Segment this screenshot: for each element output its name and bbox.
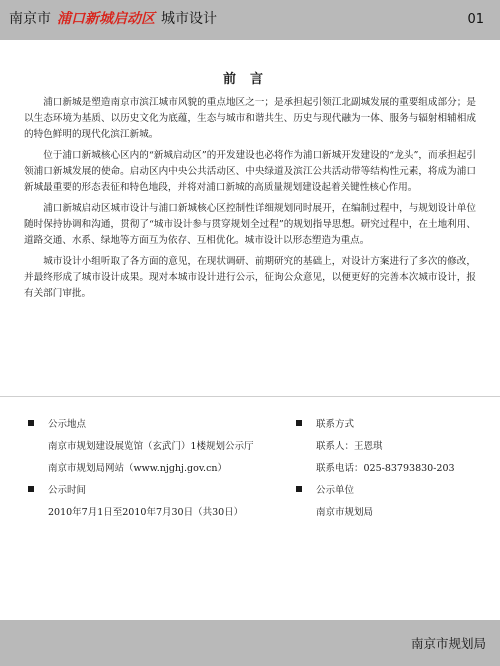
page-number: 01 [467,12,484,27]
square-bullet-icon [28,420,34,426]
info-value: 南京市规划局网站（www.njghj.gov.cn） [48,463,228,474]
preface-body [24,95,476,307]
section-divider [0,396,500,397]
page-footer [0,620,500,666]
info-item-location [28,414,254,436]
info-label: 公示地点 [48,419,87,430]
paragraph: 城市设计小组听取了各方面的意见，在现状调研、前期研究的基础上，对设计方案进行了多次的修改，并最终形成了城市设计成果。现对本城市设计进行公示，征询公众意见，以便更好的完善本次城市设计，报有关部门审批。 [24,256,476,299]
info-value: 南京市规划建设展览馆（玄武门）1楼规划公示厅 [48,441,254,452]
page-header [0,0,500,40]
info-item-time [28,480,254,502]
footer-organization: 南京市规划局 [410,636,486,651]
square-bullet-icon [28,486,34,492]
paragraph: 浦口新城是塑造南京市滨江城市风貌的重点地区之一；是承担起引领江北副城发展的重要组成部分；是以生态环境为基质、以历史文化为底蕴，生态与城市和谐共生、历史与现代融为一体、服务与辐射相辅相成的特色鲜明的现代化滨江新城。 [24,97,476,140]
info-label: 联系方式 [316,419,355,430]
info-label: 公示时间 [48,485,87,496]
info-value: 南京市规划局 [316,507,374,518]
info-value: 2010年7月1日至2010年7月30日（共30日） [48,507,244,518]
info-right-column [296,414,455,524]
info-label: 公示单位 [316,485,355,496]
header-title-prefix: 南京市 [9,11,51,27]
square-bullet-icon [296,420,302,426]
square-bullet-icon [296,486,302,492]
section-heading: 前言 [222,72,277,87]
info-left-column [28,414,254,524]
header-title [9,10,217,28]
info-value: 联系人：王恩琪 [316,441,383,452]
paragraph: 位于浦口新城核心区内的“新城启动区”的开发建设也必将作为浦口新城开发建设的“龙头”，而承担起引领浦口新城发展的使命。启动区内中央公共活动区、中央绿道及滨江公共活动带等结构性元素，将成为浦口新城最重要的形态表征和特色地段，并将对浦口新城的高质量规划建设起着关键性核心作用。 [24,150,476,193]
info-item-unit [296,480,455,502]
info-value: 联系电话：025-83793830-203 [316,463,455,474]
header-title-suffix: 城市设计 [161,11,217,27]
header-title-highlight: 浦口新城启动区 [57,11,155,27]
info-item-contact [296,414,455,436]
paragraph: 浦口新城启动区城市设计与浦口新城核心区控制性详细规划同时展开，在编制过程中，与规划设计单位随时保持协调和沟通，贯彻了“城市设计参与贯穿规划全过程”的规划指导思想。研究过程中，在土地利用、道路交通、水系、绿地等方面互为依存、互相优化。城市设计以形态塑造为重点。 [24,203,476,246]
